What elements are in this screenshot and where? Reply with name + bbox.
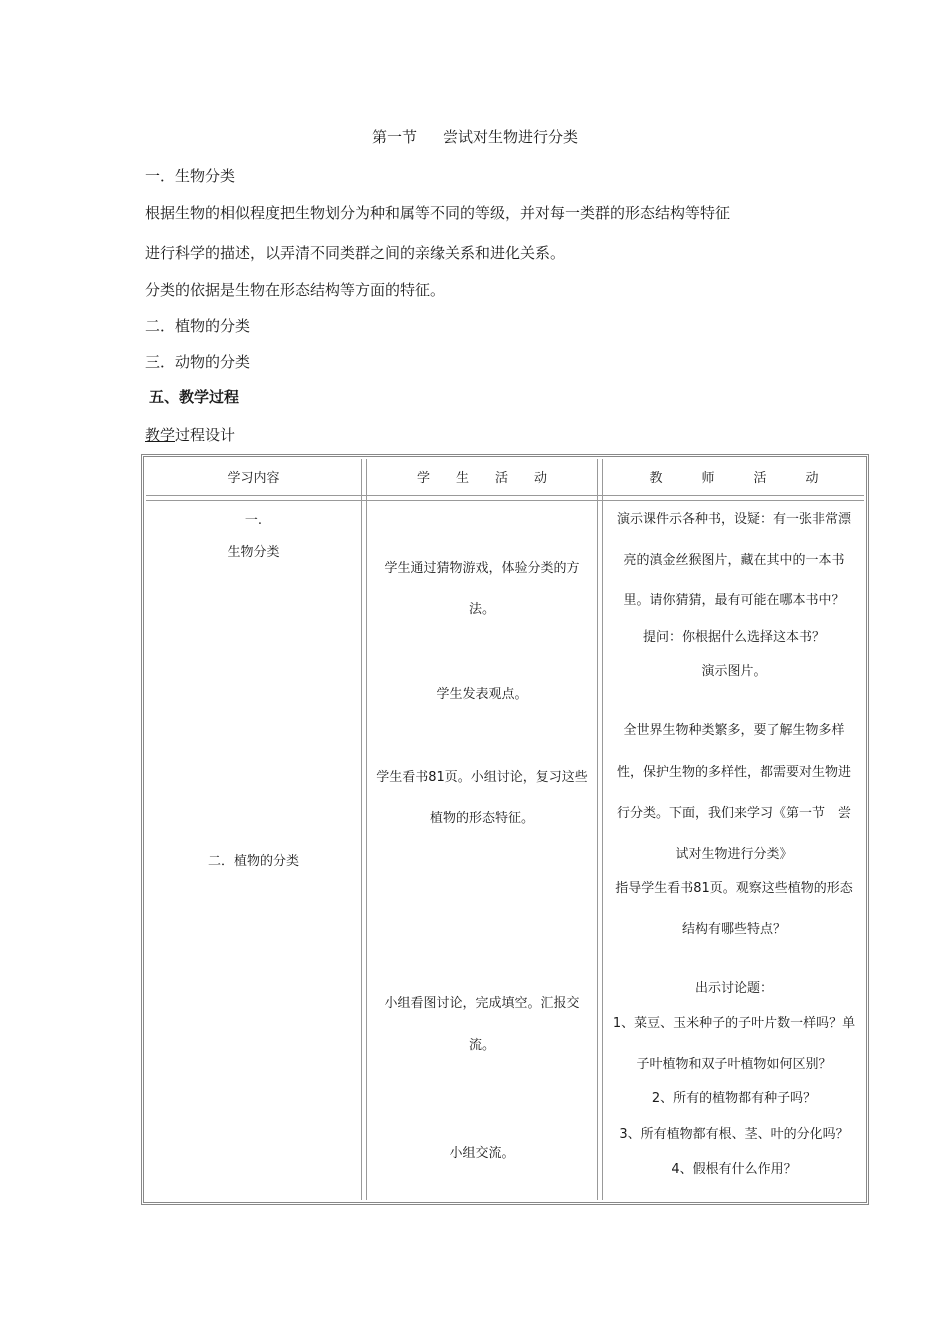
student-activity-line: 小组交流。 — [449, 1146, 515, 1161]
heading-plant-classification: 二．植物的分类 — [145, 317, 251, 335]
teacher-activity-line: 2、所有的植物都有种子吗？ — [651, 1091, 817, 1106]
page-title — [0, 126, 950, 147]
header-teacher-activity: 教 师 活 动 — [649, 471, 819, 486]
subheading-underlined: 教学 — [145, 426, 176, 444]
content-item: 一. — [244, 513, 263, 528]
teacher-activity-line: 结构有哪些特点？ — [681, 922, 786, 937]
teacher-activity-line: 性，保护生物的多样性，都需要对生物进 — [616, 765, 851, 780]
paragraph-line-1: 根据生物的相似程度把生物划分为种和属等不同的等级，并对每一类群的形态结构等特征 — [145, 204, 731, 222]
teacher-activity-line: 提问：你根据什么选择这本书？ — [642, 630, 825, 645]
header-divider — [146, 495, 864, 501]
header-learning-content: 学习内容 — [227, 471, 280, 486]
content-item: 生物分类 — [227, 545, 280, 560]
subheading-rest: 过程设计 — [175, 426, 236, 444]
student-activity-line: 小组看图讨论，完成填空。汇报交 — [384, 996, 580, 1011]
teacher-activity-line: 指导学生看书81页。观察这些植物的形态 — [615, 881, 853, 896]
teacher-activity-line: 出示讨论题： — [694, 981, 773, 996]
teacher-activity-line: 3、所有植物都有根、茎、叶的分化吗？ — [619, 1127, 849, 1142]
teaching-design-table — [141, 454, 869, 1205]
teacher-activity-line: 试对生物进行分类》 — [675, 847, 793, 862]
teacher-activity-line: 4、假根有什么作用？ — [671, 1162, 797, 1177]
title-text: 尝试对生物进行分类 — [443, 128, 579, 146]
student-activity-line: 植物的形态特征。 — [429, 811, 534, 826]
teacher-activity-line: 全世界生物种类繁多，要了解生物多样 — [623, 723, 845, 738]
content-item: 二．植物的分类 — [207, 854, 299, 869]
student-activity-line: 学生发表观点。 — [436, 687, 528, 702]
teacher-activity-line: 演示课件示各种书，设疑：有一张非常漂 — [616, 512, 851, 527]
subheading-process-design — [145, 424, 235, 445]
teacher-activity-line: 演示图片。 — [701, 664, 767, 679]
title-section: 第一节 — [371, 128, 417, 146]
paragraph-classification-basis: 分类的依据是生物在形态结构等方面的特征。 — [145, 281, 446, 299]
student-activity-line: 法。 — [468, 602, 495, 617]
teacher-activity-line: 子叶植物和双子叶植物如何区别？ — [636, 1057, 832, 1072]
heading-biology-classification: 一．生物分类 — [145, 167, 236, 185]
teacher-activity-line: 1、菜豆、玉米种子的子叶片数一样吗？单 — [612, 1016, 856, 1031]
student-activity-line: 学生看书81页。小组讨论，复习这些 — [376, 770, 588, 785]
paragraph-line-2: 进行科学的描述，以弄清不同类群之间的亲缘关系和进化关系。 — [145, 244, 566, 262]
teacher-activity-line: 亮的滇金丝猴图片，藏在其中的一本书 — [623, 553, 845, 568]
student-activity-line: 学生通过猜物游戏，体验分类的方 — [384, 561, 580, 576]
heading-teaching-process: 五、教学过程 — [149, 388, 240, 406]
teacher-activity-line: 行分类。下面，我们来学习《第一节 尝 — [616, 806, 851, 821]
heading-animal-classification: 三．动物的分类 — [145, 353, 251, 371]
student-activity-line: 流。 — [468, 1038, 495, 1053]
teacher-activity-line: 里。请你猜猜，最有可能在哪本书中？ — [623, 593, 845, 608]
header-student-activity: 学 生 活 动 — [416, 471, 547, 486]
